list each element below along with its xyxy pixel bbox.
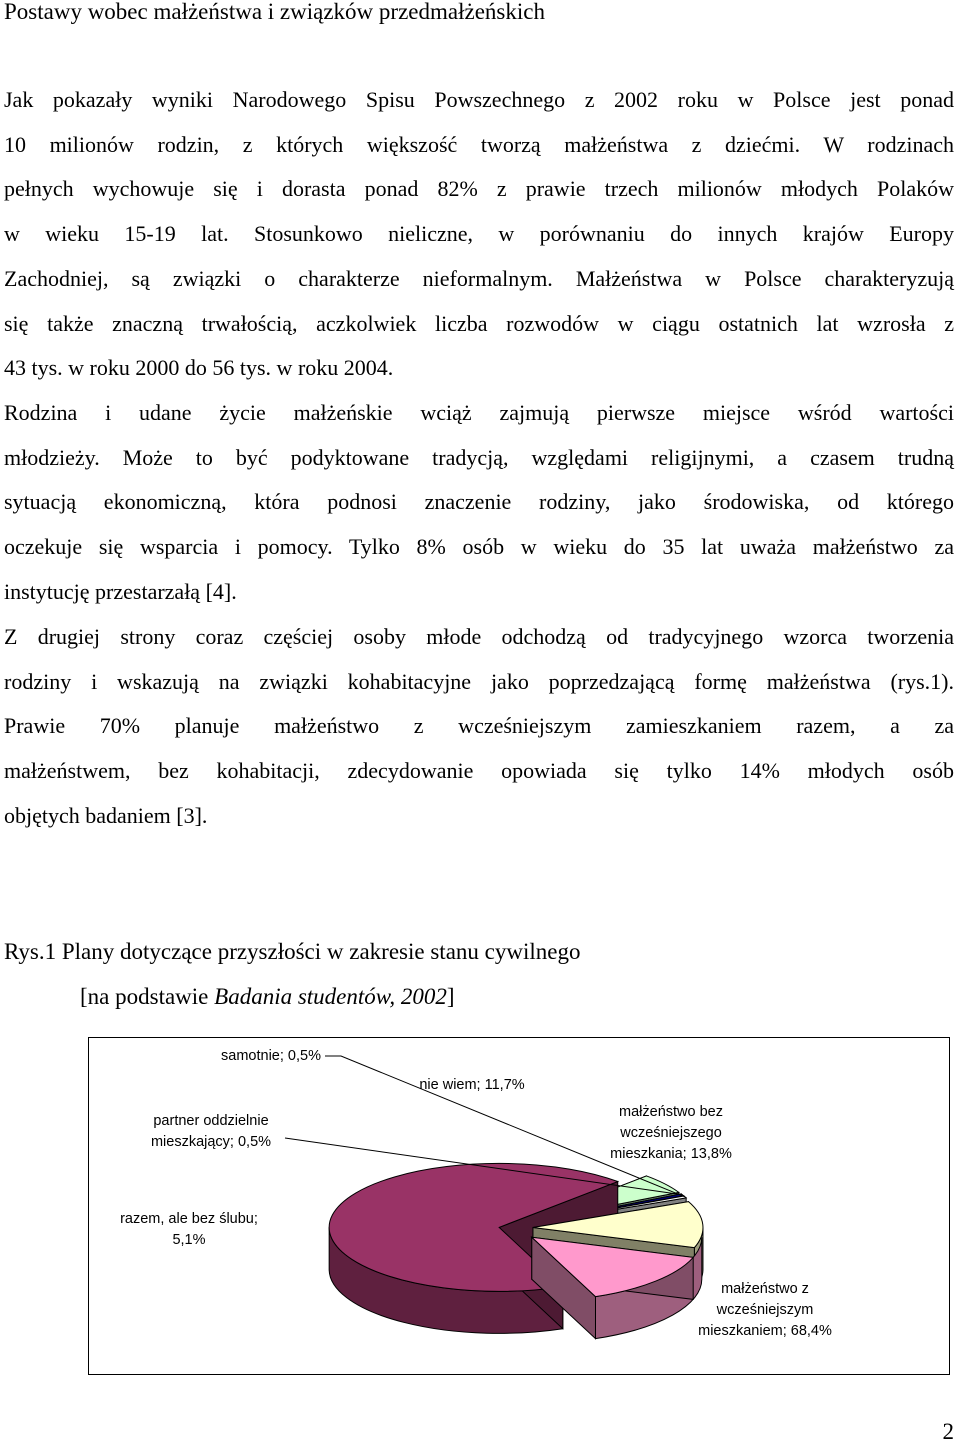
text-line: młodzieży. Może to być podyktowane tradycją, względami religijnymi, a czasem trudną bbox=[4, 444, 954, 470]
label-marriage-with-cohabitation: małżeństwo z wcześniejszym mieszkaniem; 68,4% bbox=[698, 1281, 832, 1339]
figure-caption: Rys.1 Plany dotyczące przyszłości w zakresie stanu cywilnego bbox=[4, 939, 581, 964]
figure-source-suffix: ] bbox=[446, 984, 455, 1009]
text-line: się także znaczną trwałością, aczkolwiek liczba rozwodów w ciągu ostatnich lat wzrosła z bbox=[4, 310, 954, 336]
text-line: Jak pokazały wyniki Narodowego Spisu Powszechnego z 2002 roku w Polsce jest ponad bbox=[4, 87, 954, 112]
label-partner-separate: partner oddzielnie mieszkający; 0,5% bbox=[150, 1113, 272, 1150]
paragraph-values bbox=[4, 391, 954, 615]
text-line: w wieku 15-19 lat. Stosunkowo nieliczne, w porównaniu do innych krajów Europy bbox=[4, 221, 954, 247]
label-together-no-wedding: razem, ale bez ślubu; 5,1% bbox=[120, 1211, 258, 1248]
section-heading: Postawy wobec małżeństwa i związków przedmałżeńskich bbox=[4, 0, 545, 24]
figure-source-prefix: [na podstawie bbox=[80, 984, 215, 1009]
text-line: sytuacją ekonomiczną, która podnosi znaczenie rodziny, jako środowiska, od którego bbox=[4, 489, 954, 515]
text-line: pełnych wychowuje się i dorasta ponad 82% z prawie trzech milionów młodych Polaków bbox=[4, 176, 954, 202]
figure-source bbox=[80, 975, 455, 1019]
label-marriage-without-cohabitation: małżeństwo bez wcześniejszego mieszkania; 13,8% bbox=[610, 1104, 732, 1162]
text-line: 43 tys. w roku 2000 do 56 tys. w roku 2004. bbox=[4, 355, 394, 381]
paragraph-cohabitation bbox=[4, 615, 954, 839]
paragraph-census bbox=[4, 78, 954, 391]
pie-chart bbox=[88, 1037, 950, 1375]
text-line: oczekuje się wsparcia i pomocy. Tylko 8% osób w wieku do 35 lat uważa małżeństwo za bbox=[4, 534, 954, 560]
label-alone: samotnie; 0,5% bbox=[221, 1048, 321, 1064]
text-line: Z drugiej strony coraz częściej osoby młode odchodzą od tradycyjnego wzorca tworzenia bbox=[4, 624, 954, 649]
text-line: objętych badaniem [3]. bbox=[4, 802, 208, 828]
label-dont-know: nie wiem; 11,7% bbox=[419, 1077, 525, 1093]
text-line: małżeństwem, bez kohabitacji, zdecydowanie opowiada się tylko 14% młodych osób bbox=[4, 758, 954, 784]
text-line: Zachodniej, są związki o charakterze nieformalnym. Małżeństwa w Polsce charakteryzują bbox=[4, 265, 954, 291]
figure-source-title: Badania studentów, 2002 bbox=[214, 984, 447, 1009]
text-line: Prawie 70% planuje małżeństwo z wcześniejszym zamieszkaniem razem, a za bbox=[4, 713, 954, 739]
text-line: rodziny i wskazują na związki kohabitacyjne jako poprzedzającą formę małżeństwa (rys.1). bbox=[4, 668, 954, 694]
text-line: 10 milionów rodzin, z których większość tworzą małżeństwa z dziećmi. W rodzinach bbox=[4, 131, 954, 157]
page-number: 2 bbox=[942, 1419, 954, 1444]
text-line: instytucję przestarzałą [4]. bbox=[4, 578, 237, 604]
text-line: Rodzina i udane życie małżeńskie wciąż zajmują pierwsze miejsce wśród wartości bbox=[4, 400, 954, 425]
